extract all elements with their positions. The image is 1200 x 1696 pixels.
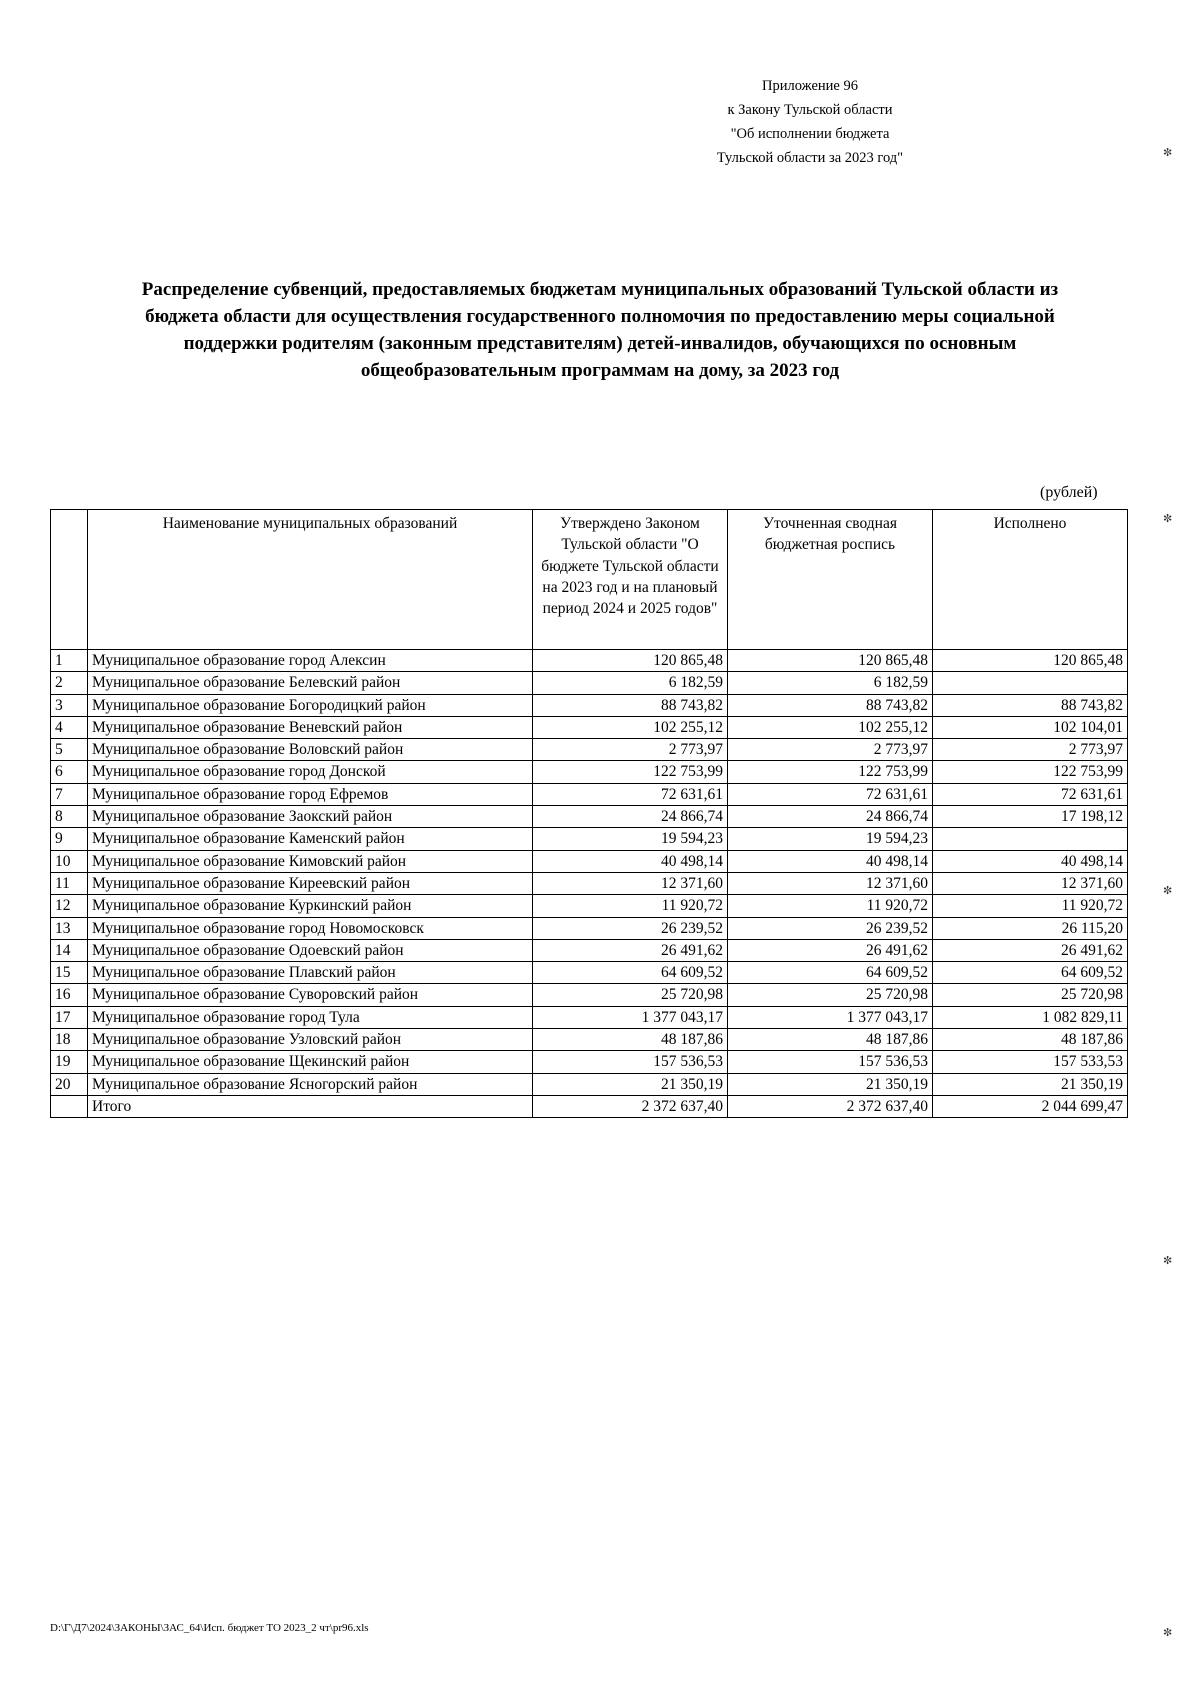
row-name: Муниципальное образование Заокский район — [88, 806, 533, 828]
row-approved: 48 187,86 — [533, 1029, 728, 1051]
row-name: Муниципальное образование Куркинский район — [88, 895, 533, 917]
row-refined: 48 187,86 — [728, 1029, 933, 1051]
row-name: Муниципальное образование город Алексин — [88, 650, 533, 672]
row-number: 13 — [51, 917, 88, 939]
scan-mark-icon: ✼ — [1163, 147, 1173, 159]
row-number: 18 — [51, 1029, 88, 1051]
table-row — [51, 962, 1128, 984]
table-row — [51, 694, 1128, 716]
appendix-line: "Об исполнении бюджета — [730, 126, 890, 142]
row-executed: 11 920,72 — [933, 895, 1128, 917]
table-row — [51, 761, 1128, 783]
header-executed: Исполнено — [933, 510, 1128, 650]
title-line: общеобразовательным программам на дому, за 2023 год — [360, 360, 840, 381]
table-row — [51, 806, 1128, 828]
row-name: Муниципальное образование Кимовский район — [88, 850, 533, 872]
scan-mark-icon: ✼ — [1163, 1255, 1173, 1267]
row-number: 14 — [51, 939, 88, 961]
row-name: Муниципальное образование город Донской — [88, 761, 533, 783]
row-number: 17 — [51, 1006, 88, 1028]
row-refined: 26 491,62 — [728, 939, 933, 961]
row-name: Муниципальное образование Одоевский район — [88, 939, 533, 961]
table-row — [51, 917, 1128, 939]
row-number: 12 — [51, 895, 88, 917]
table-row — [51, 739, 1128, 761]
row-refined: 122 753,99 — [728, 761, 933, 783]
header-refined: Уточненная сводная бюджетная роспись — [728, 510, 933, 650]
title-line: Распределение субвенций, предоставляемых бюджетам муниципальных образований Тульской области из — [141, 279, 1059, 300]
row-refined: 21 350,19 — [728, 1073, 933, 1095]
row-number: 4 — [51, 716, 88, 738]
table-row — [51, 939, 1128, 961]
row-executed: 2 044 699,47 — [933, 1095, 1128, 1117]
row-number — [51, 1095, 88, 1117]
row-executed — [933, 828, 1128, 850]
row-name: Муниципальное образование Узловский район — [88, 1029, 533, 1051]
row-name: Муниципальное образование Каменский район — [88, 828, 533, 850]
row-name: Муниципальное образование город Ефремов — [88, 783, 533, 805]
row-name: Итого — [88, 1095, 533, 1117]
row-refined: 26 239,52 — [728, 917, 933, 939]
row-executed: 157 533,53 — [933, 1051, 1128, 1073]
appendix-line: Тульской области за 2023 год" — [716, 150, 904, 166]
file-path-footer: D:\Г\Д7\2024\ЗАКОНЫ\ЗАС_64\Исп. бюджет ТО 2023_2 чт\pr96.xls — [50, 1622, 369, 1634]
row-approved: 64 609,52 — [533, 962, 728, 984]
row-number: 11 — [51, 872, 88, 894]
row-number: 6 — [51, 761, 88, 783]
row-approved: 40 498,14 — [533, 850, 728, 872]
row-refined: 64 609,52 — [728, 962, 933, 984]
row-number: 20 — [51, 1073, 88, 1095]
row-executed: 26 115,20 — [933, 917, 1128, 939]
row-approved: 2 773,97 — [533, 739, 728, 761]
row-refined: 88 743,82 — [728, 694, 933, 716]
row-number: 19 — [51, 1051, 88, 1073]
table-row — [51, 1006, 1128, 1028]
table-row — [51, 828, 1128, 850]
row-approved: 72 631,61 — [533, 783, 728, 805]
row-approved: 12 371,60 — [533, 872, 728, 894]
row-name: Муниципальное образование Киреевский район — [88, 872, 533, 894]
row-number: 10 — [51, 850, 88, 872]
row-number: 15 — [51, 962, 88, 984]
row-refined: 157 536,53 — [728, 1051, 933, 1073]
table-row — [51, 895, 1128, 917]
table-row — [51, 850, 1128, 872]
document-title — [60, 276, 1140, 384]
table-header-row — [51, 510, 1128, 650]
row-refined: 24 866,74 — [728, 806, 933, 828]
title-line: поддержки родителям (законным представителям) детей-инвалидов, обучающихся по основным — [183, 333, 1017, 354]
row-name: Муниципальное образование Белевский район — [88, 672, 533, 694]
table-row — [51, 984, 1128, 1006]
row-approved: 21 350,19 — [533, 1073, 728, 1095]
row-name: Муниципальное образование Суворовский район — [88, 984, 533, 1006]
row-executed: 1 082 829,11 — [933, 1006, 1128, 1028]
row-executed: 21 350,19 — [933, 1073, 1128, 1095]
row-name: Муниципальное образование Плавский район — [88, 962, 533, 984]
table-body — [51, 650, 1128, 1118]
row-name: Муниципальное образование Веневский район — [88, 716, 533, 738]
row-number: 3 — [51, 694, 88, 716]
row-executed: 88 743,82 — [933, 694, 1128, 716]
row-executed: 102 104,01 — [933, 716, 1128, 738]
header-num — [51, 510, 88, 650]
appendix-line: к Закону Тульской области — [727, 102, 893, 118]
row-approved: 88 743,82 — [533, 694, 728, 716]
row-executed: 26 491,62 — [933, 939, 1128, 961]
row-executed: 25 720,98 — [933, 984, 1128, 1006]
table-row — [51, 872, 1128, 894]
row-executed: 12 371,60 — [933, 872, 1128, 894]
row-refined: 72 631,61 — [728, 783, 933, 805]
row-executed: 17 198,12 — [933, 806, 1128, 828]
row-refined: 11 920,72 — [728, 895, 933, 917]
row-approved: 19 594,23 — [533, 828, 728, 850]
row-refined: 2 773,97 — [728, 739, 933, 761]
row-approved: 157 536,53 — [533, 1051, 728, 1073]
row-executed: 120 865,48 — [933, 650, 1128, 672]
table-row — [51, 1051, 1128, 1073]
row-approved: 26 491,62 — [533, 939, 728, 961]
header-name: Наименование муниципальных образований — [88, 510, 533, 650]
row-refined: 120 865,48 — [728, 650, 933, 672]
row-refined: 19 594,23 — [728, 828, 933, 850]
row-number: 5 — [51, 739, 88, 761]
scan-mark-icon: ✼ — [1163, 1627, 1173, 1639]
row-number: 16 — [51, 984, 88, 1006]
appendix-block — [660, 74, 960, 170]
units-label: (рублей) — [1040, 484, 1098, 501]
table-row — [51, 672, 1128, 694]
row-approved: 122 753,99 — [533, 761, 728, 783]
row-number: 1 — [51, 650, 88, 672]
row-executed: 48 187,86 — [933, 1029, 1128, 1051]
appendix-line: Приложение 96 — [762, 78, 858, 94]
row-refined: 12 371,60 — [728, 872, 933, 894]
row-number: 2 — [51, 672, 88, 694]
scan-mark-icon: ✼ — [1163, 513, 1173, 525]
row-number: 8 — [51, 806, 88, 828]
total-row — [51, 1095, 1128, 1117]
header-approved: Утверждено Законом Тульской области "О бюджете Тульской области на 2023 год и на плановый период 2024 и 2025 годов" — [533, 510, 728, 650]
row-approved: 26 239,52 — [533, 917, 728, 939]
subvention-table — [50, 509, 1128, 1118]
row-refined: 1 377 043,17 — [728, 1006, 933, 1028]
row-name: Муниципальное образование город Тула — [88, 1006, 533, 1028]
table-row — [51, 650, 1128, 672]
row-refined: 102 255,12 — [728, 716, 933, 738]
row-approved: 102 255,12 — [533, 716, 728, 738]
table-row — [51, 1029, 1128, 1051]
row-approved: 120 865,48 — [533, 650, 728, 672]
row-executed — [933, 672, 1128, 694]
row-number: 7 — [51, 783, 88, 805]
title-line: бюджета области для осуществления государственного полномочия по предоставлению меры социальной — [145, 306, 1055, 327]
row-refined: 25 720,98 — [728, 984, 933, 1006]
row-executed: 2 773,97 — [933, 739, 1128, 761]
table-row — [51, 716, 1128, 738]
row-approved: 1 377 043,17 — [533, 1006, 728, 1028]
row-approved: 2 372 637,40 — [533, 1095, 728, 1117]
table-row — [51, 783, 1128, 805]
table-row — [51, 1073, 1128, 1095]
row-approved: 24 866,74 — [533, 806, 728, 828]
row-approved: 25 720,98 — [533, 984, 728, 1006]
row-refined: 2 372 637,40 — [728, 1095, 933, 1117]
row-executed: 64 609,52 — [933, 962, 1128, 984]
row-name: Муниципальное образование Щекинский район — [88, 1051, 533, 1073]
scan-mark-icon: ✼ — [1163, 885, 1173, 897]
row-executed: 122 753,99 — [933, 761, 1128, 783]
row-name: Муниципальное образование Богородицкий район — [88, 694, 533, 716]
row-approved: 11 920,72 — [533, 895, 728, 917]
row-refined: 6 182,59 — [728, 672, 933, 694]
row-name: Муниципальное образование Воловский район — [88, 739, 533, 761]
row-executed: 72 631,61 — [933, 783, 1128, 805]
row-approved: 6 182,59 — [533, 672, 728, 694]
row-name: Муниципальное образование город Новомосковск — [88, 917, 533, 939]
row-name: Муниципальное образование Ясногорский район — [88, 1073, 533, 1095]
row-executed: 40 498,14 — [933, 850, 1128, 872]
row-refined: 40 498,14 — [728, 850, 933, 872]
row-number: 9 — [51, 828, 88, 850]
